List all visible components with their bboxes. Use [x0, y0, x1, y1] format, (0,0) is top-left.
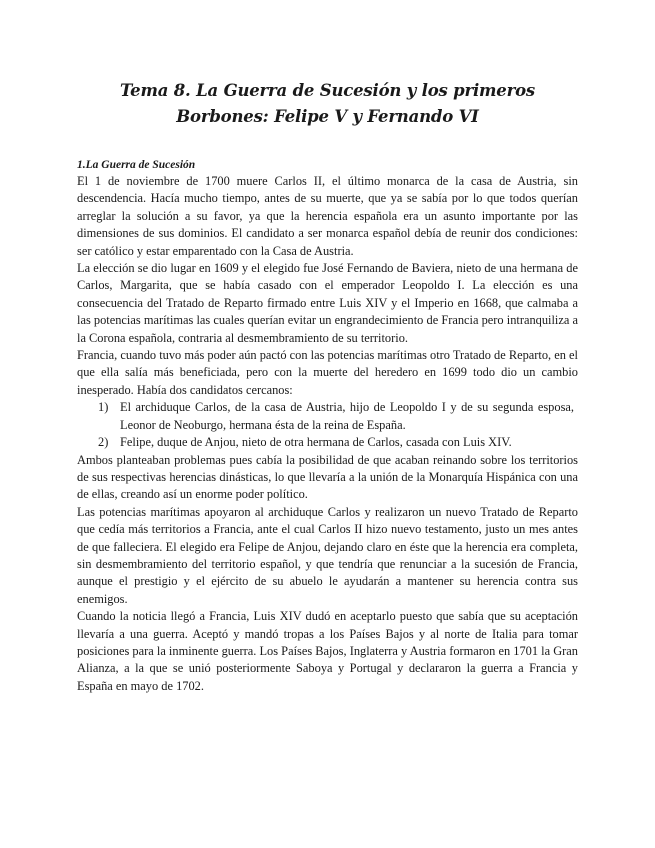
paragraph-4: Ambos planteaban problemas pues cabía la posibilidad de que acaban reinando sobre los territorios de sus respectivas herencias dinásticas, lo que llevaría a la unión de la Monarquía Hispánica con una de ellas, creando así un enorme poder político. — [77, 452, 578, 502]
paragraph-2: La elección se dio lugar en 1609 y el elegido fue José Fernando de Baviera, nieto de una hermana de Carlos, Margarita, que se había casado con el emperador Leopoldo I. La elección es una consecuencia del Tratado de Reparto firmado entre Luis XIV y el Imperio en 1668, que calmaba a las potencias marítimas las cuales querían evitar un engrandecimiento de Francia pero intranquiliza a la Corona española, contraria al desmembramiento de su territorio. — [77, 261, 578, 345]
list-item-text: El archiduque Carlos, de la casa de Austria, hijo de Leopoldo I y de su segunda esposa, Leonor de Neoburgo, hermana ésta de la reina de España. — [120, 400, 574, 432]
paragraph-3: Francia, cuando tuvo más poder aún pactó con las potencias marítimas otro Tratado de Reparto, en el que ella salía más beneficiada, pero con la muerte del heredero en 1699 todo dio un cambio inesperado. Había dos candidatos cercanos: — [77, 348, 578, 397]
list-item-number: 2) — [98, 435, 109, 450]
paragraph-5: Las potencias marítimas apoyaron al archiduque Carlos y realizaron un nuevo Tratado de Reparto que cedía más territorios a Francia, ante el cual Carlos II hizo nuevo testamento, justo un mes antes de que falleciera. El elegido era Felipe de Anjou, dejando claro en éste que la herencia era completa, sin desmembramiento del territorio español, y que tendría que renunciar a la sucesión de Francia, aunque el prestigio y el ejército de su abuelo le ayudarán a mantener su herencia contra sus enemigos. — [77, 504, 578, 606]
document-title: Tema 8. La Guerra de Sucesión y los primeros Borbones: Felipe V y Fernando VI — [119, 81, 535, 126]
section-heading: 1.La Guerra de Sucesión — [77, 159, 196, 171]
paragraph-6: Cuando la noticia llegó a Francia, Luis XIV dudó en aceptarlo puesto que sabía que su aceptación llevaría a una guerra. Aceptó y mandó tropas a los Países Bajos y al norte de Italia para tomar posiciones para la inminente guerra. Los Países Bajos, Inglaterra y Austria formaron en 1701 la Gran Alianza, a la que se unió posteriormente Saboya y Portugal y declararon la guerra a Francia y España en mayo de 1702. — [77, 609, 578, 693]
list-item — [77, 434, 578, 451]
list-item-text: Felipe, duque de Anjou, nieto de otra hermana de Carlos, casada con Luis XIV. — [120, 435, 512, 450]
list-item-number: 1) — [98, 400, 109, 415]
list-item — [77, 399, 578, 434]
candidates-list — [77, 399, 578, 451]
paragraph-1: El 1 de noviembre de 1700 muere Carlos II, el último monarca de la casa de Austria, sin descendencia. Hacía mucho tiempo, antes de su muerte, que ya se sabía por lo que todos querían arreglar la solución a su favor, ya que la herencia española era un asunto importante por las dimensiones de sus dominios. El candidato a ser monarca español debía de reunir dos condiciones: ser católico y estar emparentado con la Casa de Austria. — [77, 174, 578, 258]
